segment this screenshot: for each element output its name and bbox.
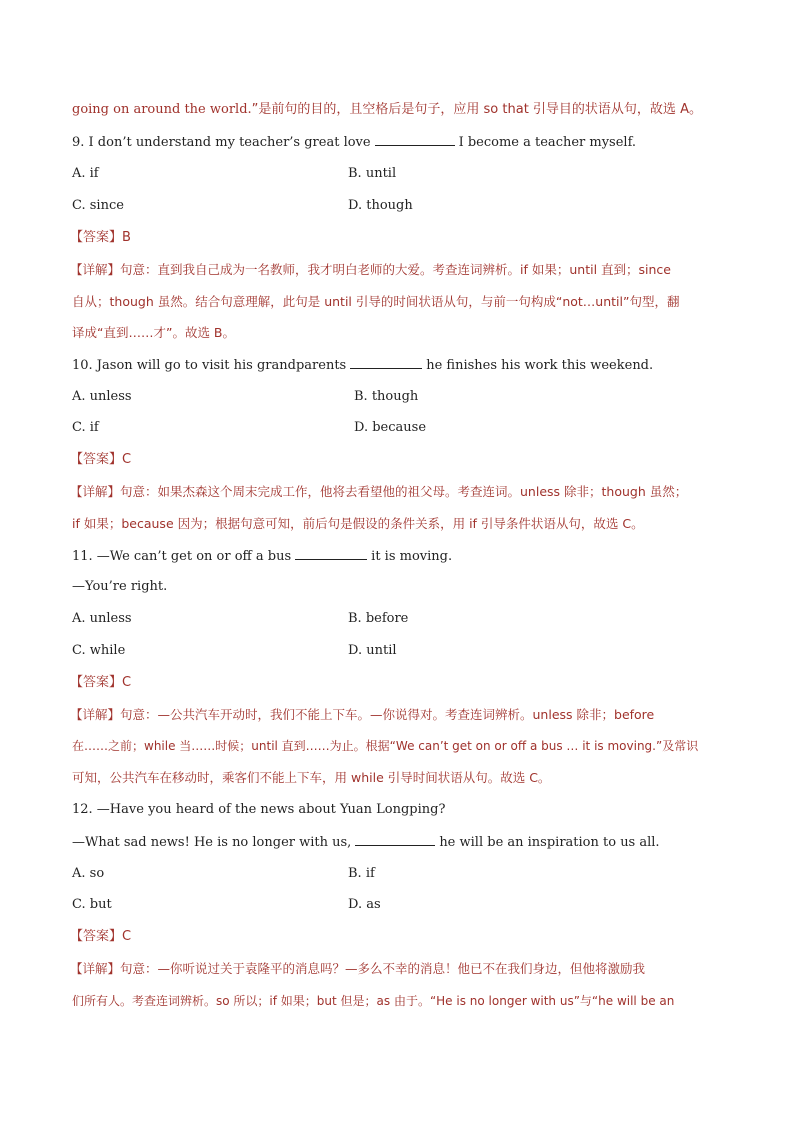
question-11-explanation-line-3: 可知，公共汽车在移动时，乘客们不能上下车，用 while 引导时间状语从句。故选 C。 [72, 770, 551, 785]
question-11-stem [72, 547, 452, 566]
question-9-option-a: A. if [72, 166, 99, 181]
question-12-explanation-line-2: 们所有人。考查连词辨析。so 所以；if 如果；but 但是；as 由于。“He is no longer with us”与“he will be an [72, 994, 675, 1008]
question-11-explanation-line-1: 【详解】句意：—公共汽车开动时，我们不能上下车。—你说得对。考查连词辨析。unless 除非；before [70, 707, 655, 722]
continuation-english: going on around the world. [72, 102, 252, 117]
question-9-stem-before: 9. I don’t understand my teacher’s great love [72, 135, 371, 150]
question-9-explanation-line-3: 译成“直到……才”。故选 B。 [72, 325, 236, 340]
question-9-explanation-line-1: 【详解】句意：直到我自己成为一名教师，我才明白老师的大爱。考查连词辨析。if 如果；until 直到；since [70, 262, 671, 277]
question-10-stem [72, 356, 653, 375]
question-12-option-c: C. but [72, 897, 112, 912]
question-10-option-a: A. unless [72, 389, 132, 404]
question-10-option-d: D. because [354, 420, 427, 435]
question-10-option-c: C. if [72, 420, 99, 435]
answer-blank [355, 833, 435, 846]
question-9-explanation-line-2: 自从；though 虽然。结合句意理解，此句是 until 引导的时间状语从句，与前一句构成“not…until”句型，翻 [72, 294, 680, 309]
question-9-option-c: C. since [72, 198, 124, 213]
question-12-reply-after: he will be an inspiration to us all. [439, 835, 660, 850]
answer-blank [350, 356, 422, 369]
question-12-stem: 12. —Have you heard of the news about Yuan Longping? [72, 802, 446, 817]
question-12-option-a: A. so [72, 866, 105, 881]
question-10-answer: 【答案】C [70, 452, 132, 467]
question-10-explanation-line-2: if 如果；because 因为；根据句意可知，前后句是假设的条件关系，用 if 引导条件状语从句，故选 C。 [72, 516, 644, 531]
question-11-stem-before: 11. —We can’t get on or off a bus [72, 549, 292, 564]
question-12-option-b: B. if [348, 866, 375, 881]
question-12-reply [72, 833, 660, 852]
question-12-answer: 【答案】C [70, 929, 132, 944]
question-9-stem-after: I become a teacher myself. [458, 135, 637, 150]
continuation-chinese: ”是前句的目的，且空格后是句子，应用 so that 引导目的状语从句，故选 A。 [251, 102, 702, 117]
question-9-option-b: B. until [348, 166, 397, 181]
continuation-line [72, 101, 702, 119]
question-12-reply-before: —What sad news! He is no longer with us, [72, 835, 352, 850]
question-9-option-d: D. though [348, 198, 413, 213]
question-11-explanation-line-2: 在……之前；while 当……时候；until 直到……为止。根据“We can’t get on or off a bus … it is moving.”及常识 [72, 739, 699, 753]
question-10-stem-after: he finishes his work this weekend. [426, 358, 654, 373]
question-10-stem-before: 10. Jason will go to visit his grandparents [72, 358, 347, 373]
question-12-option-d: D. as [348, 897, 381, 912]
question-9-answer: 【答案】B [70, 230, 131, 245]
question-9-stem [72, 133, 636, 152]
question-11-option-a: A. unless [72, 611, 132, 626]
question-10-explanation-line-1: 【详解】句意：如果杰森这个周末完成工作，他将去看望他的祖父母。考查连词。unless 除非；though 虽然； [70, 484, 688, 499]
question-11-answer: 【答案】C [70, 675, 132, 690]
answer-blank [295, 547, 367, 560]
question-11-option-d: D. until [348, 643, 397, 658]
question-12-explanation-line-1: 【详解】句意：—你听说过关于袁隆平的消息吗？—多么不幸的消息！他已不在我们身边，但他将激励我 [70, 961, 646, 976]
answer-blank [375, 133, 455, 146]
question-11-reply: —You’re right. [72, 579, 168, 594]
question-11-stem-after: it is moving. [371, 549, 453, 564]
question-10-option-b: B. though [354, 389, 419, 404]
question-11-option-c: C. while [72, 643, 126, 658]
question-11-option-b: B. before [348, 611, 409, 626]
